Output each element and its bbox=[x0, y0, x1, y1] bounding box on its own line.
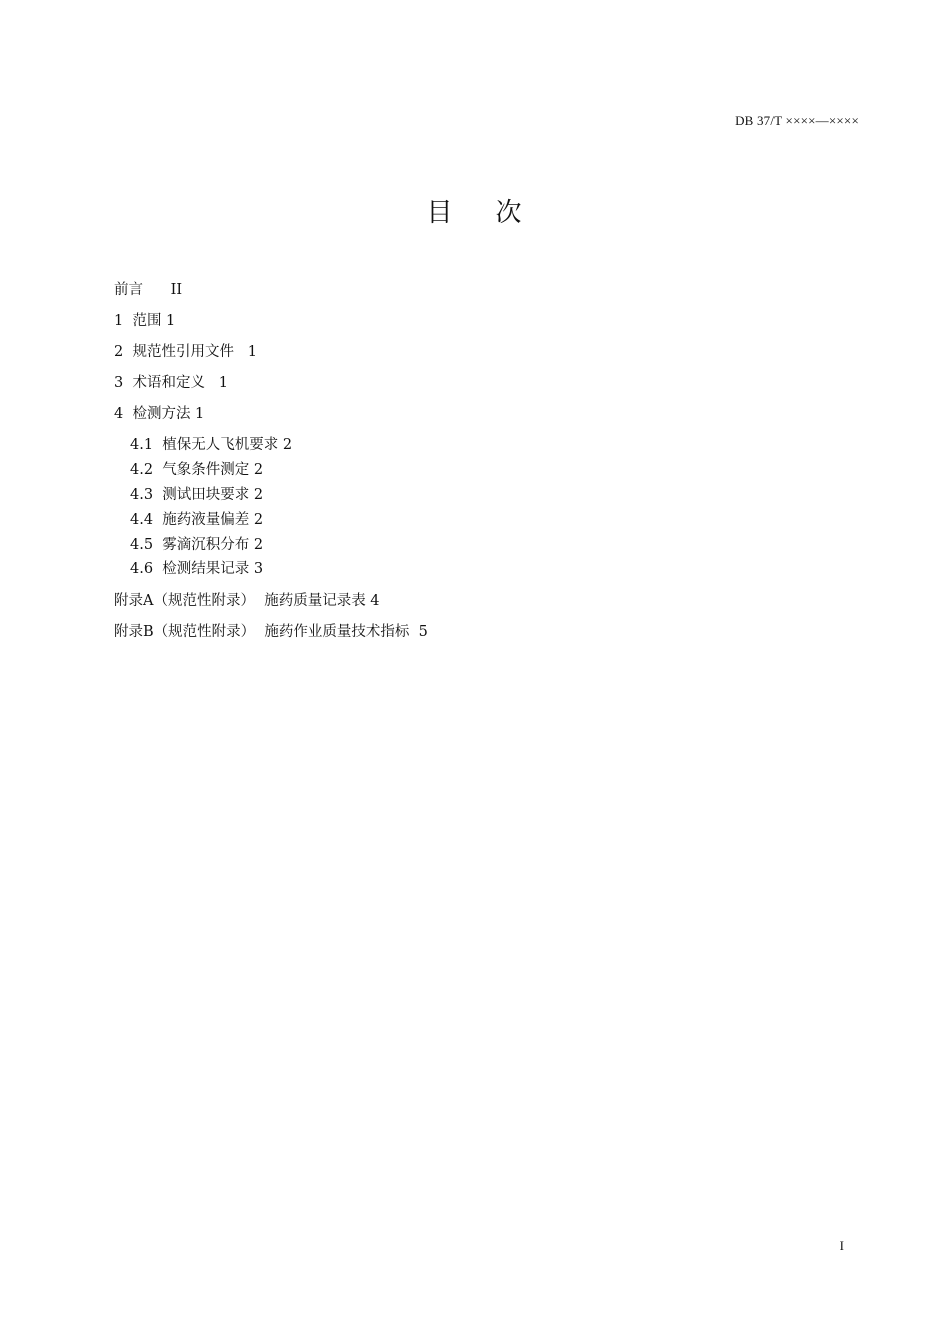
toc-entry-test-methods[interactable]: 4 检测方法 1 bbox=[114, 406, 205, 422]
toc-entry-normative-references[interactable]: 2 规范性引用文件 1 bbox=[114, 344, 257, 360]
toc-entry-4-2[interactable]: 4.2 气象条件测定 2 bbox=[130, 462, 264, 478]
standard-code: DB 37/T ××××—×××× bbox=[735, 113, 859, 128]
page-title: 目 次 bbox=[426, 198, 524, 228]
toc-entry-foreword[interactable]: 前言 II bbox=[114, 282, 183, 298]
toc-entry-4-5[interactable]: 4.5 雾滴沉积分布 2 bbox=[130, 537, 264, 553]
toc-entry-scope[interactable]: 1 范围 1 bbox=[114, 313, 176, 329]
toc-entry-appendix-a[interactable]: 附录A（规范性附录） 施药质量记录表 4 bbox=[114, 593, 380, 609]
page-number: I bbox=[839, 1238, 844, 1253]
toc-entry-4-6[interactable]: 4.6 检测结果记录 3 bbox=[130, 561, 264, 577]
toc-entry-4-3[interactable]: 4.3 测试田块要求 2 bbox=[130, 487, 264, 503]
toc-entry-4-1[interactable]: 4.1 植保无人飞机要求 2 bbox=[130, 437, 293, 453]
toc-entry-terms-definitions[interactable]: 3 术语和定义 1 bbox=[114, 375, 228, 391]
toc-entry-appendix-b[interactable]: 附录B（规范性附录） 施药作业质量技术指标 5 bbox=[114, 624, 428, 640]
toc-entry-4-4[interactable]: 4.4 施药液量偏差 2 bbox=[130, 512, 264, 528]
